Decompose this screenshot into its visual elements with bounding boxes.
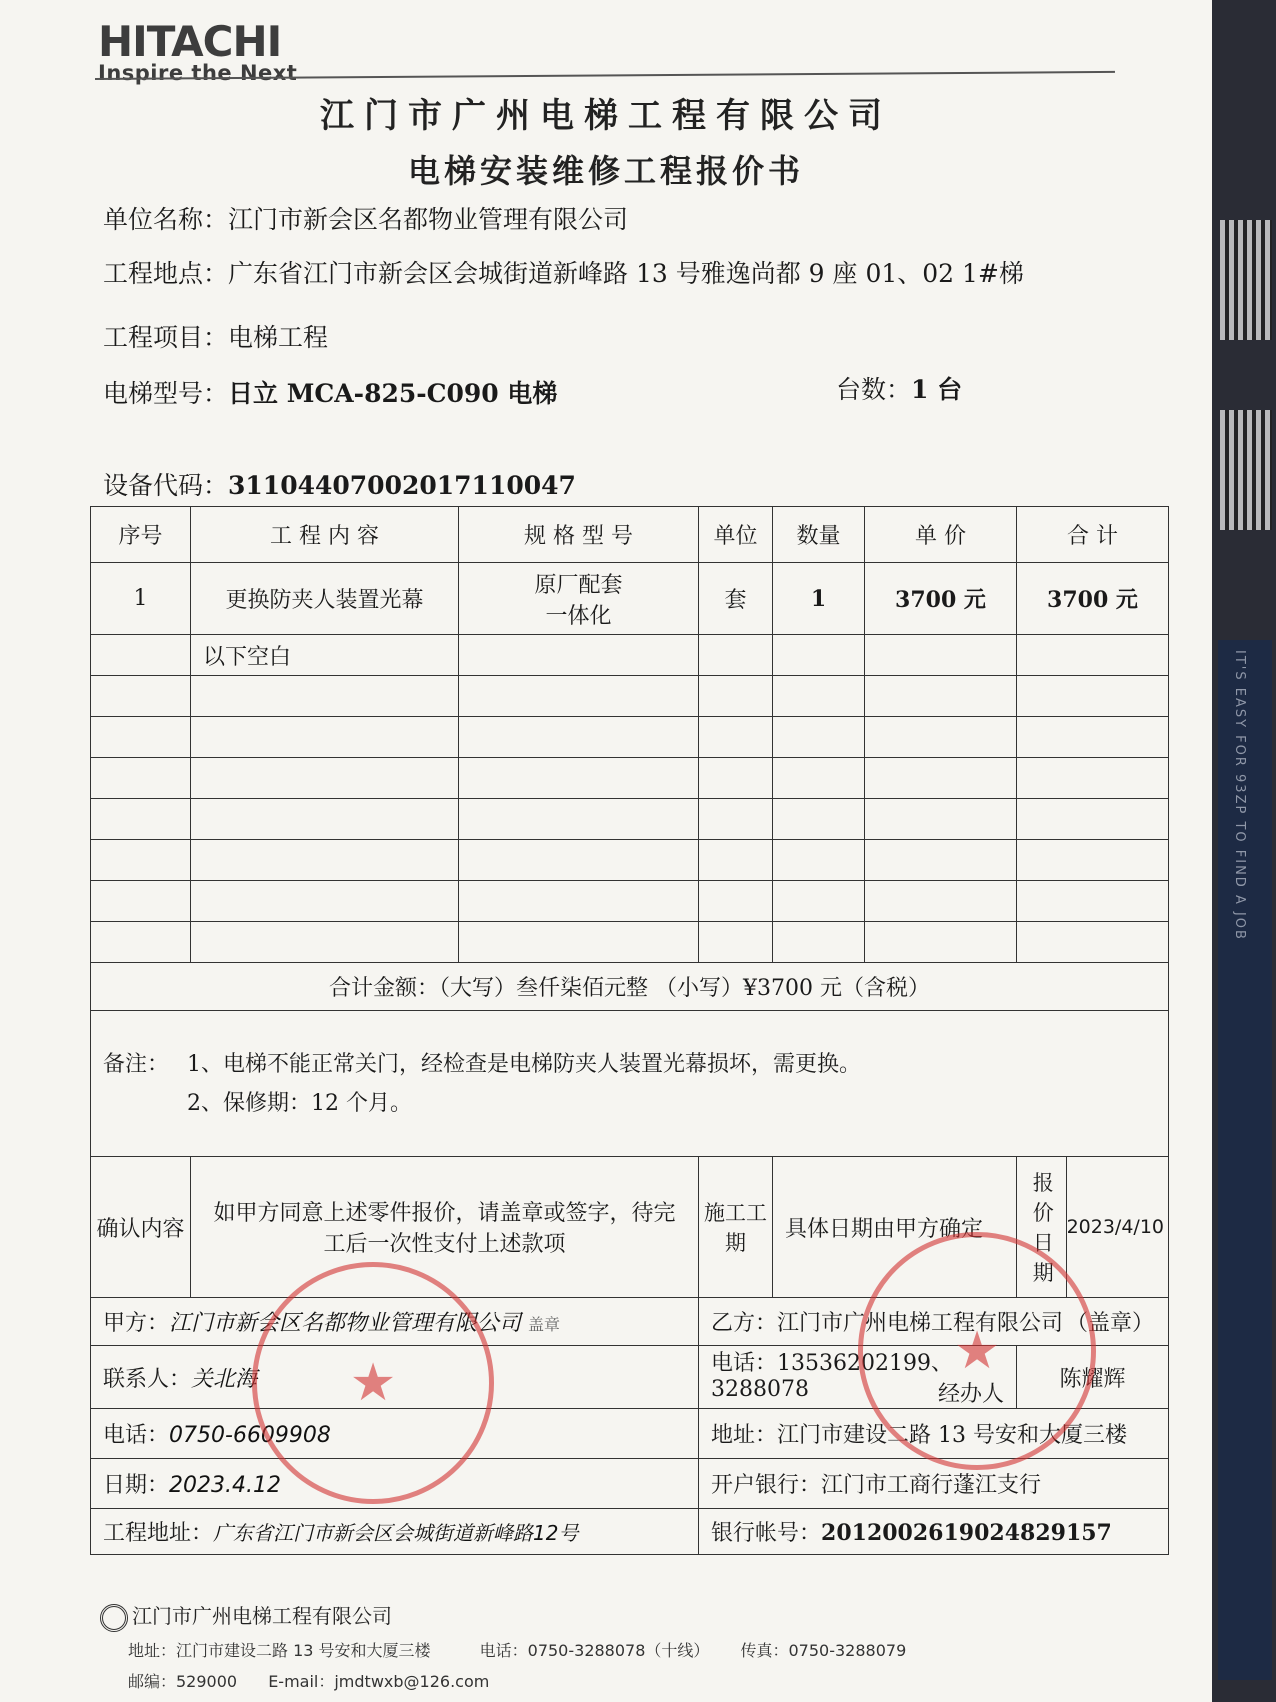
row-qty: 1 xyxy=(773,563,865,635)
header-price: 单 价 xyxy=(865,507,1017,563)
qty-label: 台数： xyxy=(836,375,912,404)
account-label: 银行帐号： xyxy=(711,1521,822,1546)
table-row xyxy=(91,758,1169,799)
logo-brand: HITACHI xyxy=(98,17,282,66)
seal-star-icon: ★ xyxy=(953,1321,1001,1381)
photo-backdrop xyxy=(1210,0,1276,1702)
site-label: 工程地点： xyxy=(103,259,229,288)
remarks-label: 备注： xyxy=(103,1052,170,1077)
footer xyxy=(100,1600,906,1692)
backdrop-side-text: IT'S EASY FOR 93ZP TO FIND A JOB xyxy=(1232,650,1247,941)
site-addr-cell xyxy=(91,1509,699,1555)
row-spec-line1: 原厂配套 xyxy=(534,572,623,598)
footer-fax: 传真：0750-3288079 xyxy=(740,1640,907,1660)
a-phone-label: 电话： xyxy=(103,1423,170,1448)
remarks-cell xyxy=(91,1011,1169,1157)
b-addr-label: 地址： xyxy=(711,1423,778,1448)
agent-label: 经办人 xyxy=(937,1382,1004,1407)
header-content: 工 程 内 容 xyxy=(191,507,459,563)
party-a-seal-stamp xyxy=(252,1262,494,1504)
site-addr-row xyxy=(91,1509,1169,1555)
logo-tagline: Inspire the Next xyxy=(98,61,298,85)
quote-date-value: 2023/4/10 xyxy=(1066,1216,1164,1238)
agent-value: 陈耀辉 xyxy=(1017,1346,1169,1409)
info-site xyxy=(103,254,1024,290)
model-value: 日立 MCA-825-C090 电梯 xyxy=(228,379,558,408)
site-addr-value: 广东省江门市新会区会城街道新峰路12号 xyxy=(213,1521,579,1545)
bank-value: 江门市工商行蓬江支行 xyxy=(821,1473,1042,1498)
date-label: 日期： xyxy=(103,1473,170,1498)
row-spec xyxy=(459,563,699,635)
header-total: 合 计 xyxy=(1017,507,1169,563)
party-b-seal-stamp xyxy=(858,1232,1096,1470)
site-addr-label: 工程地址： xyxy=(103,1521,214,1546)
model-label: 电梯型号： xyxy=(103,379,229,408)
info-model xyxy=(103,374,557,410)
date-value: 2023.4.12 xyxy=(169,1473,281,1498)
info-code xyxy=(103,466,576,502)
footer-phone: 电话：0750-3288078（十线） xyxy=(479,1640,710,1660)
table-row xyxy=(91,676,1169,717)
party-b-value: 江门市广州电梯工程有限公司 xyxy=(777,1311,1064,1336)
confirm-text: 如甲方同意上述零件报价，请盖章或签字，待完工后一次性支付上述款项 xyxy=(191,1157,699,1298)
table-header-row xyxy=(91,507,1169,563)
contact-value: 关北海 xyxy=(191,1366,258,1392)
total-row xyxy=(91,963,1169,1011)
info-project xyxy=(103,318,328,354)
project-value: 电梯工程 xyxy=(228,323,329,352)
bank-cell xyxy=(699,1459,1169,1509)
footer-address: 地址：江门市建设二路 13 号安和大厦三楼 xyxy=(128,1640,431,1660)
company-title: 江门市广州电梯工程有限公司 xyxy=(320,96,892,136)
quote-date-label: 报价日期 xyxy=(1021,1157,1067,1297)
table-row xyxy=(91,635,1169,676)
table-row xyxy=(91,881,1169,922)
seal-star-icon: ★ xyxy=(349,1353,397,1413)
header-qty: 数量 xyxy=(773,507,865,563)
row-total: 3700 元 xyxy=(1017,563,1169,635)
period-label: 施工工期 xyxy=(699,1157,773,1298)
site-value: 广东省江门市新会区会城街道新峰路 13 号雅逸尚都 9 座 01、02 1#梯 xyxy=(228,259,1024,288)
header-spec: 规 格 型 号 xyxy=(459,507,699,563)
a-phone-value: 0750-6609908 xyxy=(169,1423,331,1448)
b-phone-label: 电话： xyxy=(711,1351,778,1376)
info-qty xyxy=(836,370,962,406)
b-phone-value: 13536202199、3288078 xyxy=(711,1351,953,1402)
footer-company-name: 江门市广州电梯工程有限公司 xyxy=(132,1604,392,1628)
document-title: 电梯安装维修工程报价书 xyxy=(407,152,804,190)
account-cell xyxy=(699,1509,1169,1555)
footer-line-2 xyxy=(100,1669,906,1692)
project-label: 工程项目： xyxy=(103,323,229,352)
table-row xyxy=(91,563,1169,635)
table-row xyxy=(91,717,1169,758)
contact-label: 联系人： xyxy=(103,1366,192,1392)
bank-label: 开户银行： xyxy=(711,1473,822,1498)
party-a-seal: 盖章 xyxy=(528,1315,561,1334)
b-addr-value: 江门市建设二路 13 号安和大厦三楼 xyxy=(777,1423,1127,1448)
hitachi-logo xyxy=(98,17,298,85)
footer-email: E-mail：jmdtwxb@126.com xyxy=(268,1671,490,1691)
row-no: 1 xyxy=(91,563,191,635)
code-label: 设备代码： xyxy=(103,471,229,500)
header-no: 序号 xyxy=(91,507,191,563)
party-a-label: 甲方： xyxy=(103,1311,170,1336)
row-price: 3700 元 xyxy=(865,563,1017,635)
period-text: 具体日期由甲方确定 xyxy=(773,1157,1017,1298)
info-unit xyxy=(103,200,628,236)
blank-note: 以下空白 xyxy=(191,635,459,676)
party-b-seal: （盖章） xyxy=(1065,1311,1154,1336)
total-amount: 合计金额：（大写）叁仟柒佰元整 （小写）¥3700 元（含税） xyxy=(91,963,1169,1011)
qr-code-fragment xyxy=(1220,220,1272,340)
row-content: 更换防夹人装置光幕 xyxy=(191,563,459,635)
table-row xyxy=(91,922,1169,963)
account-value: 2012002619024829157 xyxy=(821,1520,1112,1546)
footer-postcode: 邮编：529000 xyxy=(128,1671,238,1691)
party-b-label: 乙方： xyxy=(711,1311,778,1336)
row-unit: 套 xyxy=(699,563,773,635)
remarks-row xyxy=(91,1011,1169,1157)
remark-2: 2、保修期：12 个月。 xyxy=(187,1091,412,1116)
row-spec-line2: 一体化 xyxy=(545,603,612,629)
table-row xyxy=(91,840,1169,881)
qr-code-fragment xyxy=(1220,410,1272,530)
footer-company xyxy=(100,1600,906,1632)
company-logo-icon xyxy=(100,1604,128,1632)
remark-1: 1、电梯不能正常关门，经检查是电梯防夹人装置光幕损坏，需更换。 xyxy=(187,1052,861,1077)
code-value: 31104407002017110047 xyxy=(228,471,576,500)
qty-value: 1 台 xyxy=(911,375,963,404)
table-row xyxy=(91,799,1169,840)
party-a-value: 江门市新会区名都物业管理有限公司 xyxy=(169,1311,522,1336)
confirm-label: 确认内容 xyxy=(91,1157,191,1298)
unit-value: 江门市新会区名都物业管理有限公司 xyxy=(228,205,629,234)
header-unit: 单位 xyxy=(699,507,773,563)
unit-label: 单位名称： xyxy=(103,205,229,234)
footer-line-1 xyxy=(100,1638,906,1661)
